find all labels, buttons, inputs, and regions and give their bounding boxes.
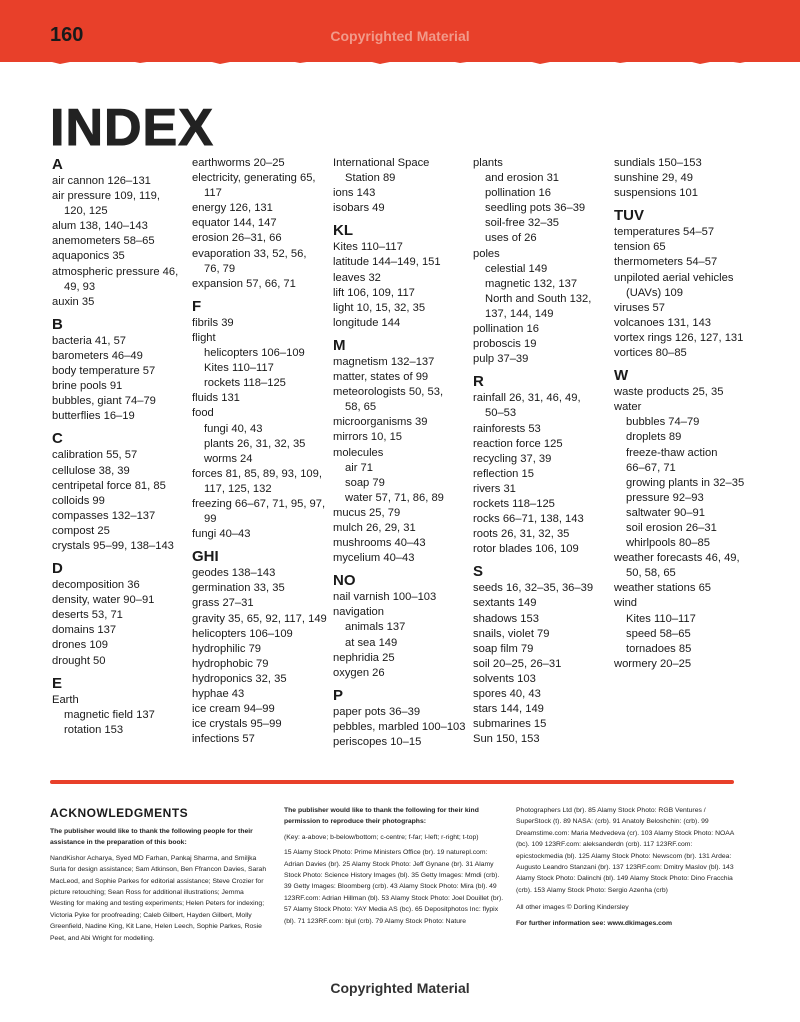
index-entry: mushrooms 40–43 (333, 537, 426, 550)
index-subentry: Kites 110–117 (626, 612, 696, 625)
index-entry: snails, violet 79 (473, 627, 550, 640)
index-entry: thermometers 54–57 (614, 256, 718, 269)
index-entry: rivers 31 (473, 482, 516, 495)
index-entry: shadows 153 (473, 612, 539, 625)
index-subentry: growing plants in 32–35 (626, 476, 745, 489)
index-entry: Kites 110–117 (333, 241, 403, 254)
index-entry: colloids 99 (52, 494, 105, 507)
index-entry: submarines 15 (473, 718, 547, 731)
index-entry: calibration 55, 57 (52, 449, 138, 462)
index-letter-heading: B (52, 315, 63, 333)
index-entry: geodes 138–143 (192, 567, 276, 580)
index-subentry: animals 137 (345, 621, 406, 634)
index-title: INDEX (50, 99, 214, 157)
index-entry: oxygen 26 (333, 666, 385, 679)
index-subentry: pollination 16 (485, 187, 551, 200)
index-entry: centripetal force 81, 85 (52, 479, 166, 492)
index-entry: deserts 53, 71 (52, 609, 123, 622)
index-entry: vortex rings 126, 127, 131 (614, 331, 744, 344)
index-column-5 (614, 156, 750, 672)
index-entry: poles (473, 247, 500, 260)
ack-intro: The publisher would like to thank the following people for their assistance in the preparation of this book: (50, 828, 253, 847)
index-entry: drought 50 (52, 654, 106, 667)
index-subentry: soil-free 32–35 (485, 217, 560, 230)
index-entry: temperatures 54–57 (614, 226, 715, 239)
index-subentry: helicopters 106–109 (204, 347, 305, 360)
torn-edge (0, 50, 800, 68)
index-entry: forces 81, 85, 89, 93, 109, (192, 467, 322, 480)
index-entry: hydroponics 32, 35 (192, 672, 287, 685)
index-subentry: at sea 149 (345, 636, 398, 649)
index-entry: grass 27–31 (192, 597, 254, 610)
index-entry: mirrors 10, 15 (333, 431, 403, 444)
index-entry: hydrophilic 79 (192, 642, 262, 655)
index-subentry: worms 24 (204, 452, 253, 465)
index-entry: fungi 40–43 (192, 528, 251, 541)
index-letter-heading: M (333, 336, 346, 354)
index-column-2 (192, 156, 328, 747)
ack-people: NandKishor Acharya, Syed MD Farhan, Pankaj Sharma, and Smiljka Surla for design assistance; Sam Atkinson, Ben Ffrancon Davies, Sarah MacLeod, and Sophie Parkes for editorial assistance; Steve Crozier for picture retouching; Sean Ross for additional illustrations; Jemma Westing for making and testing experiments; Helen Peters for indexing; Victoria Pyke for proofreading; Caleb Gilbert, Hayden Gilbert, Molly Greenfield, Nadine King, Kit Lane, Helen Leech, Sophie Parkes, Rosie Peet, and Abi Wright for modelling. (50, 854, 267, 942)
index-entry: auxin 35 (52, 295, 95, 308)
index-entry-continuation: 117, 125, 132 (204, 482, 272, 495)
index-entry: body temperature 57 (52, 365, 156, 378)
index-entry: nephridia 25 (333, 651, 395, 664)
acknowledgments-col-3 (516, 805, 738, 933)
index-entry-continuation: 50, 58, 65 (626, 567, 676, 580)
header-bar (0, 0, 800, 62)
index-entry: compasses 132–137 (52, 509, 156, 522)
index-entry: brine pools 91 (52, 380, 123, 393)
index-entry: cellulose 38, 39 (52, 464, 130, 477)
index-entry: atmospheric pressure 46, (52, 265, 179, 278)
index-entry: weather forecasts 46, 49, (614, 552, 740, 565)
index-subentry: 66–67, 71 (626, 461, 676, 474)
index-subentry: seedling pots 36–39 (485, 202, 586, 215)
index-entry: germination 33, 35 (192, 582, 285, 595)
index-entry: magnetism 132–137 (333, 355, 435, 368)
index-entry: sunshine 29, 49 (614, 172, 693, 185)
index-entry: proboscis 19 (473, 338, 537, 351)
index-subentry: water 57, 71, 86, 89 (345, 491, 444, 504)
index-entry: Sun 150, 153 (473, 733, 540, 746)
index-entry: recycling 37, 39 (473, 452, 552, 465)
index-entry-continuation: 49, 93 (64, 280, 96, 293)
index-subentry: soap 79 (345, 476, 385, 489)
index-subentry: rotation 153 (64, 723, 124, 736)
index-entry: viruses 57 (614, 301, 665, 314)
index-entry: meteorologists 50, 53, (333, 386, 444, 399)
index-entry: hyphae 43 (192, 688, 245, 700)
index-entry: infections 57 (192, 733, 255, 746)
index-entry: tension 65 (614, 241, 666, 254)
index-entry-continuation: 99 (204, 513, 217, 526)
index-entry: crystals 95–99, 138–143 (52, 539, 174, 552)
index-entry: electricity, generating 65, (192, 172, 316, 185)
index-entry: earthworms 20–25 (192, 157, 285, 169)
index-entry: butterflies 16–19 (52, 410, 135, 423)
index-entry: mycelium 40–43 (333, 552, 415, 565)
index-entry: light 10, 15, 32, 35 (333, 301, 426, 314)
index-column-4 (473, 156, 609, 747)
index-letter-heading: W (614, 367, 629, 385)
index-entry: mucus 25, 79 (333, 506, 401, 519)
index-subentry: air 71 (345, 461, 373, 474)
index-subentry: pressure 92–93 (626, 491, 704, 504)
index-entry: evaporation 33, 52, 56, (192, 247, 307, 260)
index-entry: erosion 26–31, 66 (192, 232, 282, 245)
index-entry: seeds 16, 32–35, 36–39 (473, 582, 594, 595)
index-entry: bubbles, giant 74–79 (52, 395, 156, 408)
index-entry: sextants 149 (473, 597, 537, 610)
index-entry: molecules (333, 446, 384, 459)
index-entry: matter, states of 99 (333, 371, 429, 384)
index-entry: rockets 118–125 (473, 497, 555, 510)
index-entry: soil 20–25, 26–31 (473, 657, 562, 670)
index-subentry: droplets 89 (626, 431, 682, 444)
index-entry: vortices 80–85 (614, 347, 687, 360)
index-letter-heading: KL (333, 222, 353, 240)
index-subentry: bubbles 74–79 (626, 416, 700, 429)
index-letter-heading: C (52, 430, 63, 448)
index-entry: compost 25 (52, 524, 110, 537)
index-entry: microorganisms 39 (333, 416, 428, 429)
index-entry: ions 143 (333, 187, 376, 200)
index-entry: nail varnish 100–103 (333, 591, 437, 604)
index-entry-continuation: 117 (204, 187, 222, 200)
ack-photo-credits-cont: Photographers Ltd (br). 85 Alamy Stock Photo: RGB Ventures / SuperStock (t). 89 NASA: (crb). 91 Anatoly Beloshchin: (crb). 99 Dreamstime.com: Maria Medvedeva (cr). 103 Alamy Stock Photo: NOAA (bc). 109 123RF.com: aleksanderdn (crb). 117 123RF.com: epicstockmedia (bl). 125 Alamy Stock Photo: Newscom (br). 131 Ardea: Augusto Leandro Stanzani (br). 137 123RF.com: Dmitry Maslov (bl). 143 Alamy Stock Photo: Dalinchi (bl). 149 Alamy Stock Photo: Dino Fracchia (crb). 153 Alamy Stock Photo: Sergio Azenha (crb) (516, 807, 734, 894)
index-entry: rainforests 53 (473, 422, 541, 435)
index-letter-heading: TUV (614, 207, 644, 225)
index-entry: food (192, 407, 214, 420)
index-subentry: fungi 40, 43 (204, 422, 263, 435)
index-entry: unpiloted aerial vehicles (614, 271, 734, 284)
index-entry-continuation: 76, 79 (204, 262, 236, 275)
index-letter-heading: A (52, 156, 63, 173)
index-entry: reflection 15 (473, 467, 534, 480)
index-entry: rotor blades 106, 109 (473, 543, 579, 556)
index-entry: International Space (333, 157, 430, 169)
index-entry-continuation: (UAVs) 109 (626, 286, 683, 299)
index-entry: lift 106, 109, 117 (333, 286, 415, 299)
index-subentry: rockets 118–125 (204, 377, 286, 390)
index-entry: helicopters 106–109 (192, 627, 293, 640)
index-entry: pulp 37–39 (473, 353, 529, 366)
index-entry: domains 137 (52, 624, 117, 637)
index-entry: aquaponics 35 (52, 250, 125, 263)
index-entry: suspensions 101 (614, 187, 698, 200)
index-subentry: plants 26, 31, 32, 35 (204, 437, 306, 450)
index-letter-heading: D (52, 560, 63, 578)
index-entry: paper pots 36–39 (333, 705, 421, 718)
index-entry: pebbles, marbled 100–103 (333, 720, 466, 733)
index-entry: longitude 144 (333, 316, 401, 329)
index-entry: spores 40, 43 (473, 688, 541, 700)
index-letter-heading: S (473, 563, 484, 581)
ack-photo-intro: The publisher would like to thank the following for their kind permission to reproduce their photographs: (284, 807, 479, 826)
index-entry: anemometers 58–65 (52, 235, 155, 248)
copyright-watermark-top: Copyrighted Material (330, 28, 470, 44)
index-subentry: speed 58–65 (626, 627, 691, 640)
index-entry: wormery 20–25 (614, 657, 692, 670)
index-subentry: whirlpools 80–85 (626, 537, 710, 550)
acknowledgments-col-1 (50, 826, 270, 948)
index-entry: hydrophobic 79 (192, 657, 269, 670)
index-entry: expansion 57, 66, 71 (192, 277, 296, 290)
index-entry: water (614, 401, 642, 414)
index-entry-continuation: Station 89 (345, 172, 396, 185)
index-entry: plants (473, 157, 503, 169)
index-subentry: uses of 26 (485, 232, 537, 245)
index-entry: ice crystals 95–99 (192, 718, 282, 731)
index-subentry: Kites 110–117 (204, 362, 274, 375)
index-letter-heading: R (473, 373, 484, 391)
index-entry: freezing 66–67, 71, 95, 97, (192, 497, 326, 510)
index-entry: stars 144, 149 (473, 703, 544, 716)
index-entry: decomposition 36 (52, 579, 140, 592)
index-letter-heading: NO (333, 572, 356, 590)
index-subentry: tornadoes 85 (626, 642, 692, 655)
index-column-1 (52, 156, 188, 738)
index-entry-continuation: 120, 125 (64, 205, 108, 218)
index-column-3 (333, 156, 469, 750)
index-letter-heading: E (52, 674, 63, 692)
index-letter-heading: GHI (192, 548, 219, 566)
index-entry: air pressure 109, 119, (52, 190, 161, 203)
ack-photo-key: (Key: a-above; b-below/bottom; c-centre; f-far; l-left; r-right; t-top) (284, 833, 479, 841)
index-entry: gravity 35, 65, 92, 117, 149 (192, 612, 327, 625)
index-entry: air cannon 126–131 (52, 175, 151, 187)
ack-photo-credits: 15 Alamy Stock Photo: Prime Ministers Office (br). 19 naturepl.com: Adrian Davies (br). 25 Alamy Stock Photo: Jeff Gynane (br). 31 Alamy Stock Photo: Science History Images (bl). 35 Getty Images: Mmdi (crb). 39 Getty Images: Bloomberg (crb). 43 Alamy Stock Photo: Mira (bl). 49 123RF.com: Adrian Hillman (bl). 53 Alamy Stock Photo: Joel Douillet (br). 57 Alamy Stock Photo: YAY Media AS (bc). 65 Depositphotos Inc: flypix (bl). 71 123RF.com: bjul (crb). 79 Alamy Stock Photo: Nature (284, 849, 504, 925)
index-entry: wind (614, 597, 638, 610)
index-entry: rocks 66–71, 138, 143 (473, 513, 584, 526)
index-entry: bacteria 41, 57 (52, 334, 127, 347)
index-entry-continuation: 58, 65 (345, 401, 377, 414)
acknowledgments-col-2 (284, 805, 504, 931)
index-entry: pollination 16 (473, 323, 539, 336)
index-entry: Earth (52, 693, 79, 706)
index-letter-heading: P (333, 686, 344, 704)
index-entry: drones 109 (52, 639, 108, 652)
index-entry: equator 144, 147 (192, 217, 277, 230)
index-entry: fibrils 39 (192, 316, 234, 329)
index-entry: ice cream 94–99 (192, 703, 275, 716)
ack-further-info: For further information see: www.dkimages.com (516, 919, 673, 927)
ack-other-images: All other images © Dorling Kindersley (516, 904, 629, 912)
index-entry: navigation (333, 606, 385, 619)
index-entry: weather stations 65 (614, 582, 712, 595)
index-entry: mulch 26, 29, 31 (333, 521, 416, 534)
index-entry: barometers 46–49 (52, 349, 143, 362)
acknowledgments-title: ACKNOWLEDGMENTS (50, 806, 189, 820)
index-letter-heading: F (192, 297, 202, 315)
index-entry: leaves 32 (333, 271, 381, 284)
section-divider (50, 780, 734, 784)
index-entry: roots 26, 31, 32, 35 (473, 528, 570, 541)
index-entry: periscopes 10–15 (333, 736, 422, 748)
index-entry: rainfall 26, 31, 46, 49, (473, 392, 581, 405)
index-entry: latitude 144–149, 151 (333, 256, 441, 269)
index-subentry: North and South 132, (485, 292, 592, 305)
index-entry: energy 126, 131 (192, 202, 273, 215)
copyright-watermark-bottom: Copyrighted Material (330, 980, 470, 996)
index-entry: sundials 150–153 (614, 157, 702, 169)
index-entry: volcanoes 131, 143 (614, 316, 712, 329)
page-number: 160 (50, 24, 84, 46)
index-subentry: soil erosion 26–31 (626, 521, 717, 534)
index-entry: density, water 90–91 (52, 594, 155, 607)
index-entry: alum 138, 140–143 (52, 220, 148, 233)
index-entry-continuation: 50–53 (485, 407, 517, 420)
index-entry: flight (192, 331, 216, 344)
index-entry: soap film 79 (473, 642, 534, 655)
index-subentry: and erosion 31 (485, 172, 560, 185)
index-subentry: freeze-thaw action (626, 446, 718, 459)
index-subentry: 137, 144, 149 (485, 307, 554, 320)
index-entry: solvents 103 (473, 672, 536, 685)
index-subentry: magnetic field 137 (64, 708, 155, 721)
index-subentry: celestial 149 (485, 262, 548, 275)
index-subentry: saltwater 90–91 (626, 506, 705, 519)
index-entry: reaction force 125 (473, 437, 563, 450)
index-subentry: magnetic 132, 137 (485, 277, 578, 290)
index-entry: waste products 25, 35 (614, 386, 724, 399)
index-entry: isobars 49 (333, 202, 385, 215)
index-entry: fluids 131 (192, 392, 240, 405)
